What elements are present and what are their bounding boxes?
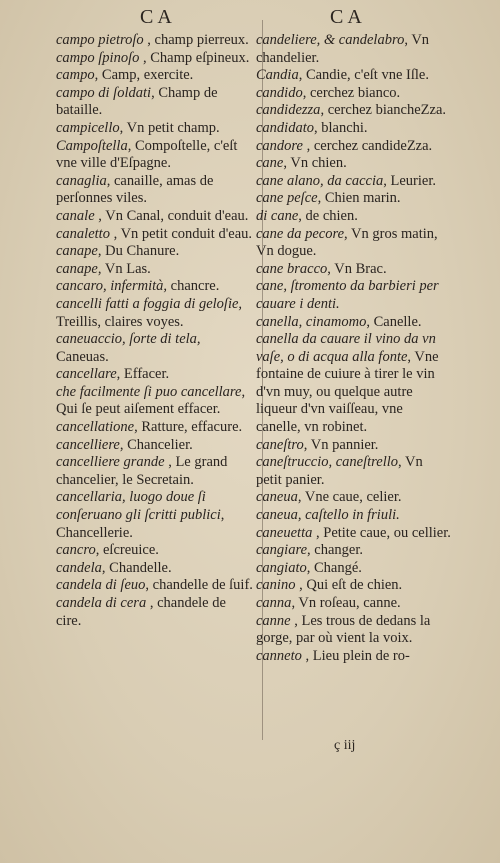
- entry-headword: cane peſce: [256, 190, 318, 207]
- entry-headword: cane da pecore: [256, 225, 345, 242]
- entry-headword: caneſtruccio, caneſtrello: [256, 454, 398, 471]
- dictionary-entry: [56, 208, 254, 226]
- entry-headword: cangiato: [256, 559, 307, 576]
- entry-definition: , eſcreuice.: [95, 542, 159, 559]
- dictionary-entry: [56, 331, 254, 366]
- entry-definition: , Vn petit panier.: [256, 454, 427, 488]
- dictionary-entry: [56, 560, 254, 578]
- entry-definition: , Champ de bataille.: [56, 84, 222, 119]
- dictionary-entry: [256, 507, 451, 525]
- dictionary-entry: [56, 437, 254, 455]
- entry-definition: , Vn pannier.: [303, 436, 379, 453]
- dictionary-entry: [256, 155, 451, 173]
- entry-definition: , Chancelier.: [119, 436, 193, 453]
- entry-definition: , chandele de cire.: [56, 595, 230, 629]
- entry-definition: , Chandelle.: [101, 559, 172, 576]
- entry-headword: candidezza: [256, 102, 321, 119]
- entry-headword: candido: [256, 84, 303, 101]
- dictionary-entry: [256, 278, 451, 313]
- dictionary-entry: [56, 67, 254, 85]
- dictionary-entry: [56, 226, 254, 244]
- entry-headword: cane, ſtromento da barbieri per cauare i denti.: [256, 278, 443, 312]
- entry-headword: caneuaccio, ſorte di tela,: [56, 331, 201, 348]
- running-header: [0, 6, 500, 30]
- dictionary-entry: [56, 454, 254, 489]
- entry-definition: , Vn Brac.: [327, 260, 387, 277]
- header-right: CA: [330, 6, 366, 28]
- entry-headword: campo pietroſo: [56, 32, 144, 48]
- entry-headword: canne: [256, 612, 291, 629]
- entry-definition: , Leurier.: [383, 172, 436, 189]
- entry-definition: , Le grand chancelier, le Secretain.: [56, 454, 232, 488]
- entry-definition: , Vn chien.: [283, 155, 347, 172]
- dictionary-entry: [56, 366, 254, 384]
- signature-mark: ç iij: [334, 738, 356, 753]
- dictionary-entry: [256, 173, 451, 191]
- entry-definition: , Vn Las.: [97, 260, 151, 277]
- dictionary-entry: [256, 525, 451, 543]
- dictionary-entry: [256, 32, 451, 67]
- dictionary-entry: [56, 489, 254, 542]
- dictionary-entry: [256, 208, 451, 226]
- dictionary-entry: [256, 120, 451, 138]
- dictionary-entry: [256, 542, 451, 560]
- dictionary-entry: [256, 261, 451, 279]
- entry-definition: chancre.: [167, 278, 220, 295]
- entry-definition: , blanchi.: [314, 119, 368, 136]
- entry-definition: , Candie, c'eſt vne Iſle.: [298, 67, 429, 84]
- entry-definition: , Vn Canal, conduit d'eau.: [94, 207, 249, 224]
- header-left: CA: [140, 6, 176, 28]
- entry-headword: cancellaria, luogo doue ſi conſeruano gli ſcritti publici: [56, 489, 221, 524]
- entry-headword: cancellare: [56, 366, 117, 383]
- entry-headword: canaglia: [56, 172, 107, 189]
- entry-definition: , de chien.: [298, 207, 358, 224]
- dictionary-entry: [56, 384, 254, 419]
- dictionary-entry: [256, 331, 451, 437]
- dictionary-entry: [256, 560, 451, 578]
- entry-headword: candela: [56, 559, 102, 576]
- entry-headword: candela di ſeuo: [56, 577, 146, 594]
- dictionary-entry: [256, 226, 451, 261]
- dictionary-entry: [256, 454, 451, 489]
- entry-definition: , Camp, exercite.: [94, 67, 194, 84]
- entry-headword: canna: [256, 595, 292, 611]
- dictionary-entry: [256, 613, 451, 648]
- entry-definition: , Vn petit conduit d'eau.: [109, 225, 253, 242]
- entry-headword: canape: [56, 243, 98, 260]
- entry-definition: , Chien marin.: [317, 190, 401, 207]
- entry-headword: canaletto: [56, 225, 110, 242]
- entry-definition: , Ratture, effacure.: [134, 419, 243, 436]
- entry-headword: candore: [256, 137, 303, 154]
- entry-headword: caneua, caſtello in friuli.: [256, 507, 400, 524]
- entry-definition: , cerchez candideZza.: [302, 137, 433, 154]
- entry-headword: Candia: [256, 67, 299, 84]
- entry-headword: candidato: [256, 119, 314, 136]
- entry-definition: Treillis, claires voyes.: [56, 295, 246, 330]
- entry-definition: , Du Chanure.: [97, 243, 180, 260]
- entry-headword: cane alano, da caccia: [256, 172, 384, 189]
- entry-headword: canino: [256, 577, 296, 594]
- entry-definition: , cerchez biancheZza.: [320, 102, 447, 119]
- entry-headword: caneuetta: [256, 524, 313, 541]
- entry-definition: , Lieu plein de ro-: [301, 647, 410, 664]
- dictionary-entry: [256, 190, 451, 208]
- dictionary-entry: [256, 489, 451, 507]
- dictionary-entry: [56, 261, 254, 279]
- entry-definition: Caneuas.: [56, 331, 205, 365]
- entry-headword: cancelli fatti a foggia di geloſie,: [56, 295, 243, 312]
- dictionary-entry: [56, 173, 254, 208]
- entry-definition: , cerchez bianco.: [302, 84, 401, 101]
- dictionary-entry: [256, 314, 451, 332]
- dictionary-entry: [56, 419, 254, 437]
- dictionary-entry: [56, 542, 254, 560]
- entry-definition: , Compoſtelle, c'eſt vne ville d'Eſpagne.: [56, 137, 242, 172]
- dictionary-entry: [56, 595, 254, 630]
- entry-headword: cane: [256, 155, 284, 172]
- dictionary-entry: [56, 243, 254, 261]
- dictionary-entry: [256, 85, 451, 103]
- entry-definition: , Les trous de dedans la gorge, par où vient la voix.: [256, 612, 434, 647]
- entry-definition: , Effacer.: [116, 366, 170, 383]
- dictionary-entry: [56, 296, 254, 331]
- right-column: [256, 32, 451, 665]
- entry-headword: Campoſtella: [56, 137, 128, 154]
- entry-headword: canella, cinamomo: [256, 313, 367, 330]
- entry-headword: candela di cera: [56, 595, 147, 611]
- dictionary-entry: [256, 595, 451, 613]
- entry-headword: cancellatione: [56, 419, 135, 436]
- entry-headword: di cane: [256, 207, 299, 224]
- dictionary-entry: [56, 120, 254, 138]
- entry-headword: cangiare: [256, 542, 308, 559]
- entry-headword: canella da cauare il vino da vn vaſe, o di acqua alla fonte: [256, 331, 440, 365]
- dictionary-entry: [56, 278, 254, 296]
- dictionary-entry: [56, 577, 254, 595]
- dictionary-entry: [256, 648, 451, 666]
- dictionary-entry: [256, 67, 451, 85]
- entry-headword: campo: [56, 67, 95, 84]
- entry-definition: , changer.: [307, 542, 363, 559]
- entry-definition: , Canelle.: [366, 313, 422, 330]
- dictionary-entry: [56, 85, 254, 120]
- entry-headword: campo di ſoldati: [56, 84, 152, 101]
- dictionary-entry: [56, 32, 254, 50]
- entry-definition: , Changé.: [306, 559, 362, 576]
- dictionary-entry: [256, 437, 451, 455]
- entry-headword: campicello: [56, 119, 120, 136]
- entry-definition: , Champ eſpineux.: [139, 49, 250, 66]
- entry-headword: che facilmente ſi puo cancellare: [56, 383, 242, 400]
- entry-definition: , Vn petit champ.: [119, 119, 220, 136]
- entry-definition: , Vn gros matin, Vn dogue.: [256, 225, 441, 260]
- entry-definition: , Qui eſt de chien.: [295, 577, 403, 594]
- entry-definition: , Petite caue, ou cellier.: [312, 524, 451, 541]
- dictionary-entry: [256, 102, 451, 120]
- entry-headword: caneua: [256, 489, 298, 506]
- entry-headword: cancelliere: [56, 436, 120, 453]
- entry-headword: cane bracco: [256, 260, 328, 277]
- entry-definition: , Vn roſeau, canne.: [291, 595, 401, 611]
- entry-headword: candeliere, & candelabro: [256, 32, 405, 48]
- entry-headword: cancro: [56, 542, 96, 559]
- entry-definition: , canaille, amas de perſonnes viles.: [56, 172, 218, 207]
- entry-headword: canneto: [256, 647, 302, 664]
- dictionary-entry: [256, 577, 451, 595]
- entry-definition: , Vne fontaine de cuiure à tirer le vin d'vn muy, ou quelque autre liqueur d'vn vaiſſeau, vne canelle, vn robinet.: [256, 348, 443, 436]
- dictionary-entry: [56, 138, 254, 173]
- dictionary-entry: [256, 138, 451, 156]
- entry-headword: campo ſpinoſo: [56, 49, 140, 66]
- entry-definition: , Qui ſe peut aiſement effacer.: [56, 383, 249, 418]
- entry-headword: cancelliere grande: [56, 454, 165, 471]
- entry-definition: , Chancellerie.: [56, 507, 228, 541]
- entry-definition: , Vne caue, celier.: [297, 489, 402, 506]
- entry-definition: , Vn chandelier.: [256, 32, 433, 66]
- entry-headword: canape: [56, 260, 98, 277]
- entry-headword: canale: [56, 207, 95, 224]
- entry-definition: , champ pierreux.: [143, 32, 249, 48]
- entry-definition: , chandelle de ſuif.: [145, 577, 253, 594]
- dictionary-entry: [56, 50, 254, 68]
- entry-headword: caneſtro: [256, 436, 304, 453]
- left-column: [56, 32, 254, 630]
- entry-headword: cancaro, infermità,: [56, 278, 168, 295]
